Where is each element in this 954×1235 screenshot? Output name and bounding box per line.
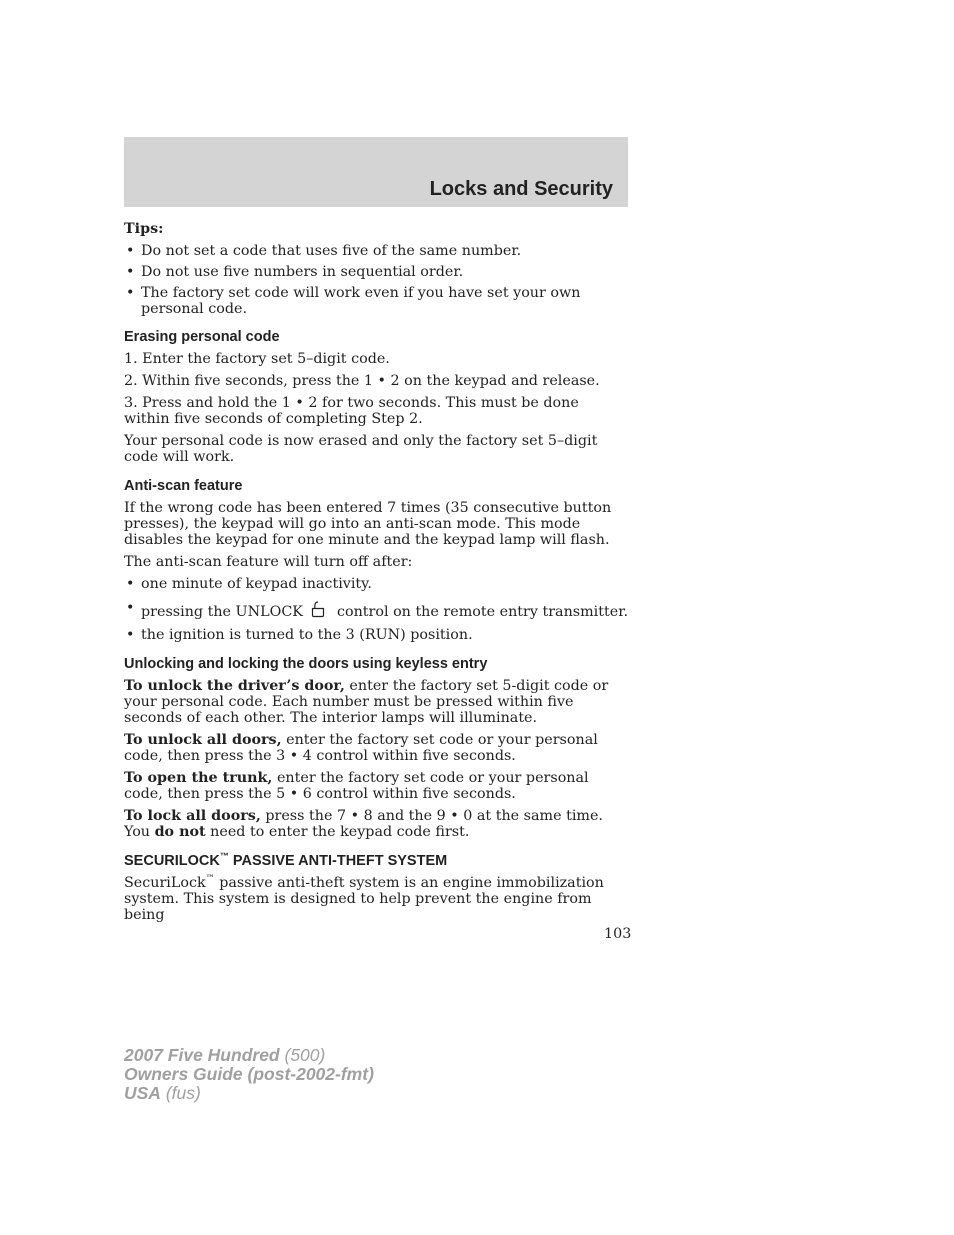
footer-line [124, 1046, 374, 1065]
footer-market: USA [124, 1083, 161, 1103]
securilock-heading [124, 853, 628, 870]
footer-market-code: (fus) [160, 1083, 201, 1103]
section-title: Locks and Security [429, 178, 613, 200]
list-item: • The factory set code will work even if you have set your own personal code. [124, 285, 628, 317]
antiscan-intro: The anti-scan feature will turn off after: [124, 554, 413, 570]
keyless-paragraph [124, 732, 628, 764]
keyless-lead: To unlock all doors, [124, 732, 282, 748]
keyless-text: enter the factory set code or your personal code, then press the 5 • 6 control within five seconds. [124, 770, 589, 802]
unlock-padlock-icon [309, 600, 327, 618]
erasing-step: 2. Within five seconds, press the 1 • 2 on the keypad and release. [124, 373, 600, 389]
list-item [124, 600, 628, 620]
keyless-emphasis: do not [154, 824, 206, 840]
securilock-text: passive anti-theft system is an engine immobilization system. This system is designed to help prevent the engine from being [124, 875, 604, 923]
keyless-heading: Unlocking and locking the doors using keyless entry [124, 656, 488, 672]
keyless-text: need to enter the keypad code first. [205, 824, 470, 840]
list-item: • Do not set a code that uses five of the same number. [124, 243, 628, 259]
footer-line: Owners Guide (post-2002-fmt) [124, 1064, 374, 1084]
list-item: • Do not use five numbers in sequential order. [124, 264, 628, 280]
page-content [124, 221, 628, 929]
list-item: • one minute of keypad inactivity. [124, 576, 628, 592]
footer-model-code: (500) [279, 1045, 326, 1065]
erasing-step: 3. Press and hold the 1 • 2 for two seconds. This must be done within five seconds of completing Step 2. [124, 395, 579, 427]
antiscan-paragraph: If the wrong code has been entered 7 times (35 consecutive button presses), the keypad will go into an anti-scan mode. This mode disables the keypad for one minute and the keypad lamp will flash. [124, 500, 612, 548]
list-item-text: pressing the UNLOCK [141, 604, 303, 620]
keyless-paragraph [124, 808, 628, 840]
keyless-text: enter the factory set code or your personal code, then press the 3 • 4 control within five seconds. [124, 732, 598, 764]
footer-model: 2007 Five Hundred [124, 1045, 280, 1065]
tips-label: Tips: [124, 221, 164, 237]
erasing-step: 1. Enter the factory set 5–digit code. [124, 351, 390, 367]
securilock-heading-text: SECURILOCK [124, 853, 220, 869]
trademark-mark: ™ [219, 851, 229, 862]
list-item: • the ignition is turned to the 3 (RUN) position. [124, 627, 628, 643]
antiscan-heading: Anti-scan feature [124, 478, 243, 494]
keyless-lead: To open the trunk, [124, 770, 273, 786]
keyless-lead: To lock all doors, [124, 808, 261, 824]
keyless-paragraph [124, 770, 628, 802]
keyless-paragraph [124, 678, 628, 726]
keyless-text: enter the factory set 5-digit code or your personal code. Each number must be pressed within five seconds of each other. The interior lamps will illuminate. [124, 678, 609, 726]
list-item-text: control on the remote entry transmitter. [336, 604, 629, 620]
keyless-lead: To unlock the driver’s door, [124, 678, 345, 694]
footer-line [124, 1084, 374, 1103]
keyless-text: press the 7 • 8 and the 9 • 0 at the same time. You [124, 808, 603, 840]
section-header-band [124, 137, 628, 207]
erasing-note: Your personal code is now erased and only the factory set 5–digit code will work. [124, 433, 598, 465]
trademark-mark: ™ [205, 874, 215, 885]
document-footer [124, 1046, 374, 1103]
antiscan-list [124, 576, 628, 643]
page-number: 103 [604, 926, 632, 942]
erasing-heading: Erasing personal code [124, 329, 280, 345]
tips-list [124, 243, 628, 317]
securilock-heading-text: PASSIVE ANTI-THEFT SYSTEM [228, 853, 448, 869]
securilock-text: SecuriLock [124, 875, 206, 891]
securilock-paragraph [124, 875, 628, 923]
